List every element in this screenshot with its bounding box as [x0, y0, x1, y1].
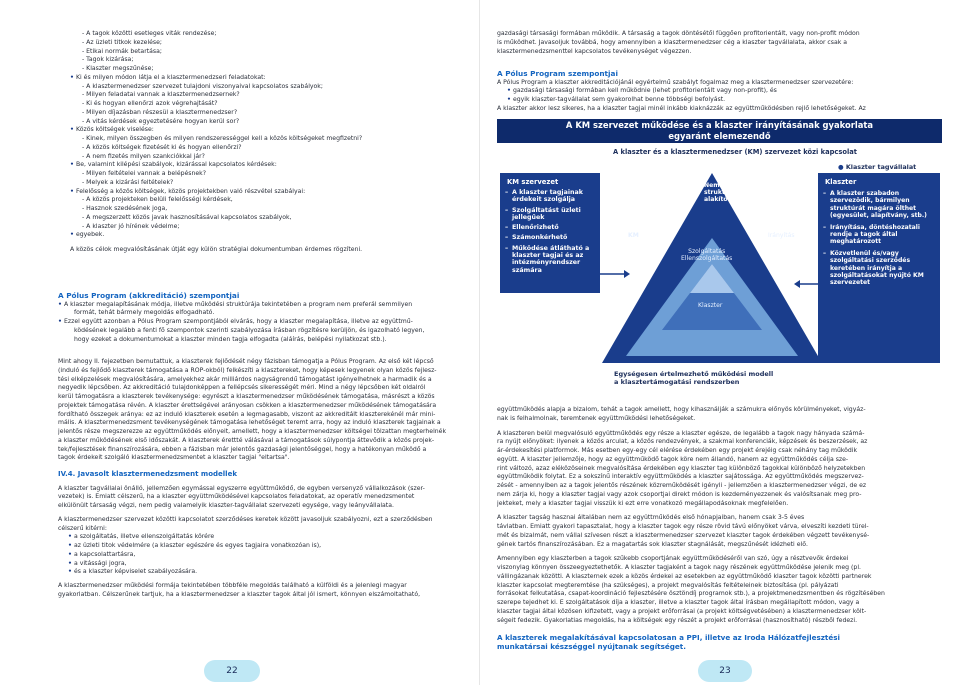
body-line: Mint ahogy II. fejezetben bemutattuk, a klaszterek fejlődését négy fázisban támogatja a Pólus Program. Az első két lépcső	[58, 358, 434, 365]
checklist-line: • Ki és milyen módon látja el a klasztermenedzseri feladatokat:	[70, 74, 460, 83]
checklist-line: - Milyen feltételei vannak a belépésnek?	[82, 170, 206, 177]
body-line: negyedik lépcsőben. Az akkreditáció tulajdonképpen a fellépcsés sikerességét méri. Mind a négy lépcsőben két oldalról	[58, 384, 426, 392]
checklist-line: • Közös költségek viselése:	[70, 126, 460, 135]
body-line: forrásokat felkutatása, csapat-koordináció fejlesztésére ösztöndíj programok stb.), a projektmenedzsmentben és rögzítésében	[497, 590, 885, 598]
body-line: tek/fejlesztések finanszírozására, ebben a fázisban már jelentős gazdasági jelentőséggel, hogy a hatékonyan működő a	[58, 445, 427, 453]
body-line: ár-érdekesítési platformok. Más esetben egy-egy cél elérése érdekében egy projekt érejéig csak néhány tag működik	[497, 447, 858, 454]
checklist-line: - Az üzleti titkok kezelése;	[82, 38, 162, 46]
final-heading	[497, 633, 942, 651]
right-intro-text	[497, 30, 942, 56]
body-line: A klaszter tagság hasznai általában nem az együttműködés első hónapjaiban, hanem csak 3-5 éves	[497, 514, 805, 522]
checklist-line: - A megszerzett közös javak hasznosításával kapcsolatos szabályok,	[82, 213, 292, 221]
checklist-line: - A közös költségek fizetését ki és hogyan ellenőrzi?	[82, 143, 242, 151]
body-line: is működhet. Javasoljuk továbbá, hogy amennyiben a klasztermenedzser cég a klaszter tagvállalata, akkor csak a	[497, 38, 848, 46]
km-property: – A klaszter tagjainak érdekeit szolgálja	[500, 189, 600, 204]
body-line: ra nyújt előnyöket: ilyenek a közös arculat, a közös rendezvények, a szakmai konferenciák, képzések és beszerzések, az	[497, 438, 868, 446]
page-number-left: 22	[204, 660, 260, 682]
cluster-member-text: Klaszter tagvállalat	[845, 163, 917, 171]
body-line: fordítható összegek aránya: ez az induló klaszterek esetén a legmagasabb, viszont az akkreditált klaszterekénél már mini-	[58, 410, 436, 418]
contract-bullet: • az üzleti titok védelmére (a klaszter egészére és egyes tagjaira vonatkozóan is),	[58, 542, 453, 551]
right-page	[480, 0, 959, 685]
cluster-property: – A klaszter szabadon szervezödik, bármilyen struktúrát magára ölthet (egyesület, alapítvány, stb.)	[818, 190, 940, 220]
body-line: együttműködés alapja a bizalom, tehát a tagok amellett, hogy kihasználják a számukra előnyös körülményeket, vigyáz-	[497, 406, 866, 413]
body-line: tagok érdekeit szolgáló klasztermenedzsmentet a klaszter tagjai "eltartsa".	[58, 454, 290, 462]
right-program-heading: A Pólus Program szempontjai	[497, 69, 618, 78]
final-heading-line-1: A klaszterek megalakításával kapcsolatosan a PPI, illetve az Iroda Hálózatfejlesztési	[497, 633, 840, 642]
left-governance-checklist	[70, 30, 460, 255]
body-line: a klaszter működésének első időszakát. A klaszterek érettté válásával a támogatások súlypontja áttevődik a közös projek-	[58, 436, 435, 444]
checklist-line: - A tagok közötti esetleges viták rendezése;	[82, 30, 217, 37]
left-main-text	[58, 358, 453, 600]
body-line: együttműködik folytat. Ez a sokszínű interaktív együttműködés a klaszter sajátossága. Az együttműködés megszervez-	[497, 473, 864, 481]
checklist-line: - Kinek, milyen összegben és milyen rendszerességgel kell a közös költségeket megfizetni?	[82, 135, 363, 142]
page-number-right: 23	[698, 660, 752, 682]
arrow-left-icon	[794, 280, 800, 288]
checklist-line: • Be, valamint kilépési szabályok, kizárással kapcsolatos kérdések:	[70, 161, 460, 170]
right-program-bullets	[497, 87, 942, 105]
self-forming-area-text: Nem meghatározott struktúrájú, önmagát alakító terület	[704, 182, 778, 204]
closing-line: A közös célok megvalósításának útját egy külön stratégiai dokumentumban érdemes rögzíteni.	[70, 246, 363, 253]
checklist-line: - A közös projekteken belüli felelősségi kérdések,	[82, 196, 233, 204]
body-line: szerepe tejedhet ki. E szolgáltatások díja a klaszter, illetve a klaszter tagok által írásban megállapított módon, vagy a	[497, 599, 860, 606]
checklist-line: - A klaszter jó hírének védelme;	[82, 222, 180, 230]
right-program-intro	[497, 79, 942, 114]
left-page	[0, 0, 479, 685]
body-line: A klaszteren belül megvalósuló együttműködés egy része a klaszter egésze, de legalább a tagok nagy hányada számá-	[497, 429, 865, 437]
checklist-line: - Hasznok szedésének joga,	[82, 205, 168, 212]
left-program-lines	[58, 301, 458, 345]
self-forming-area-label	[704, 182, 778, 204]
body-line: rint változó, azaz eléközöseinek megvalósítása érdekében egy klaszter tag különböző tagokkal különböző helyzetekben	[497, 464, 866, 472]
body-line: (induló és fejlődő klaszterek támogatása a ROP-okból) felkészíti a klasztereket, hogy képesek legyenek olyan közös fejlesz-	[58, 366, 437, 374]
checklist-line: - Milyen feladatai vannak a klasztermenedzsernek?	[82, 91, 240, 99]
checklist-line: - A vitás kérdések egyeztetésére hogyan kerül sor?	[82, 117, 240, 125]
program-line: • Ezzel együtt azonban a Pólus Program szempontjából elvárás, hogy a klaszter megalapítása, illetve az együttmű-	[58, 318, 458, 327]
program-line: ködésének legalább a fenti fő szempontok szerinti szabályozása írásban rögzítésre kerüljön, és igazolható legyen,	[74, 326, 425, 334]
left-body-3	[58, 516, 453, 577]
checklist-line: - A klasztermenedzser szervezet tulajdoni viszonyaival kapcsolatos szabályok;	[82, 82, 323, 90]
body-line: Amennyiben egy klaszterben a tagok szűkebb csoportjának együttműködéséről van szó, úgy a résztvevők érdekei	[497, 555, 849, 563]
km-property: – Ellenőrizhető	[500, 224, 600, 231]
body-line: célszerű kitérni:	[58, 524, 107, 532]
influence-area-label	[624, 182, 666, 204]
final-heading-line-2: munkatársai készséggel nyújtanak segítséget.	[497, 642, 686, 651]
body-line: klasztermenedzsmenttel kapcsolatos tevékenységet végezzen.	[497, 47, 692, 55]
checklist-line: - Tagok kizárása;	[82, 56, 134, 64]
cluster-box	[818, 173, 940, 363]
body-line: elkülönült társaság végzi, nem pedig valamelyik klaszter-tagvállalat szervezeti egysége, vagy leányvállalata.	[58, 502, 394, 509]
influence-area-text: Befolyásolni tudó terület	[624, 182, 667, 204]
body-line: jekteket, mely a klaszter tagjai visszük ki ezt erre vonatkozó megállapodásoknak megfelelően.	[497, 499, 789, 507]
program-bullet: • egyik klaszter-tagvállalat sem gyakorolhat benne többségi befolyást.	[497, 96, 942, 105]
governance-triangle-label: Irányítás	[768, 232, 795, 239]
body-line: tési elképzelések megvalósítására, amelyekhez akár milliárdos nagyságrendű támogatást igényelhetnek a harmadik és a	[58, 375, 432, 383]
body-line: együtt. A klaszter jellemzője, hogy az együttműködő tagok köre nem állandó, hanem az együttműködés célja sze-	[497, 455, 849, 463]
body-line: jelentős része megszerezze az együttműködés előnyeit, amellett, hogy a klasztermenedzser költségei tölzattan megterhelnék	[58, 428, 447, 435]
body-line: A klasztermenedzser szervezet közötti kapcsolatot szerződéses keretek között javasoljuk szabályozni, ezt a szerződésben	[58, 515, 433, 523]
program-line: • A klaszter megalapításának módja, illetve működési struktúrája tekintetében a program nem preferál semmilyen	[58, 301, 458, 310]
body-line: gyakorlatban. Célszerűnek tartjuk, ha a klasztermenedzser a klaszter tagok által jól ismert, könnyen elszámoltatható,	[58, 590, 421, 598]
banner-line-1: A KM szervezet működése és a klaszter irányításának gyakorlata	[565, 120, 874, 130]
body-line: mális. A klasztermenedzsment tevékenységének támogatása lehetőséget teremt arra, hogy az induló klaszterek tagjainak a	[58, 419, 441, 427]
left-body-4	[58, 582, 453, 600]
body-line: A klasztermenedzser működési formája tekintetében többféle megoldás található a külföldi és a jelenlegi magyar	[58, 582, 407, 589]
checklist-line: - Ki és hogyan ellenőrzi azok végrehajtását?	[82, 100, 218, 107]
left-body-1	[58, 358, 453, 463]
diagram-caption-text: Egységesen értelmezhető működési modell a klasztertámogatási rendszerben	[614, 370, 774, 387]
banner-line-2: egyaránt elemezendő	[668, 131, 771, 141]
body-line: mét és bizalmát, nem vállal szívesen részt a klasztermenedzser szervezet klaszter tagok érdekében végzett tevékenysé-	[497, 531, 870, 539]
body-line: klaszter kapcsolat megteremtése (ha szükséges), a projekt megvalósítás feltételeinek biztosítása (pl. pályázati	[497, 581, 839, 589]
program-after-line: A klaszter akkor lesz sikeres, ha a klaszter tagjai minél inkább kiaknázzák az együttműködésben rejlő lehetőségeket. Az	[497, 104, 866, 112]
checklist-line: - Etikai normák betartása;	[82, 47, 162, 55]
body-line: távlatban. Emiatt gyakori tapasztalat, hogy a klaszter tagok egy része rövid távú előnyöket várva, elveszíti kezdeti türel-	[497, 523, 869, 530]
program-line: formát, tehát bármely megoldás elfogadható.	[74, 309, 215, 317]
km-triangle-label: KM	[628, 232, 639, 239]
program-line: hogy ezeket a dokumentumokat a klaszter minden tagja elfogadta (aláírás, belépési nyilatkozat stb.).	[74, 335, 387, 343]
checklist-line: - Milyen díjazásban részesül a klasztermenedzser?	[82, 108, 238, 116]
cluster-properties-list	[818, 190, 940, 287]
section-heading: IV.4. Javasolt klasztermenedzsment modellek	[58, 470, 237, 478]
body-line: vállingázanak közötti. A klaszternek ezek a közös érdekei az esetekben az együttműködő klaszter tagok közötti partnerek	[497, 572, 872, 580]
member-dot-icon: ●	[838, 163, 844, 171]
body-line: viszonylag könnyen összeegyeztethetők. A klaszter tagjaként a tagok nagy részének együttműködése jelenik meg (pl.	[497, 564, 861, 571]
arrow-right-icon	[624, 270, 630, 278]
checklist-line: • Felelősség a közös költségek, közös projektekben való részvétel szabályai:	[70, 188, 460, 197]
program-bullet: • gazdasági társasági formában kell működnie (lehet profitorientált vagy non-profit), és	[497, 87, 942, 96]
left-program-box	[58, 291, 458, 344]
body-line: ségeit fedezik. Gyakorlatias megoldás, ha a költségek egy részét a projekt erőforrásai (hasznosítható) részből fedezi.	[497, 616, 858, 624]
diagram-caption	[614, 370, 773, 387]
body-line: projektek támogatása révén. A klaszter érettségével arányosan csökken a klasztermenedzser működésének támogatására	[58, 401, 437, 409]
body-line: zését - amennyiben az a tagok jelentős részének közreműködését igényli - jellemzően a klasztermenedzser végzi, de ez	[497, 482, 867, 489]
service-text: Szolgáltatás Ellenszolgáltatás	[681, 248, 733, 263]
km-property: – Működése átlátható a klaszter tagjai és az intézményrendszer számára	[500, 245, 600, 274]
km-box-heading: KM szervezet	[507, 178, 559, 186]
checklist-line: • egyebek.	[70, 231, 460, 240]
body-line: nem zárja ki, hogy a klaszter tagjai vagy azok csoportjai direkt módon is kezdeményezzenek és valósítsanak meg pro-	[497, 490, 862, 498]
checklist-line: - Klaszter megszűnése;	[82, 65, 154, 72]
right-program-box	[497, 69, 942, 114]
checklist-line: - Melyek a kizárási feltételek?	[82, 178, 174, 186]
analysis-banner	[497, 119, 942, 143]
body-line: gének tartós finanszírozásában. Ez a magatartás sok klaszter stagnálását, megszűnését idézheti elő.	[497, 540, 808, 548]
diagram-title: A klaszter és a klasztermenedzser (KM) szervezet közi kapcsolat	[613, 148, 857, 156]
contract-bullet: • a szolgáltatás, illetve ellenszolgáltatás körére	[58, 533, 453, 542]
left-program-heading: A Pólus Program (akkreditáció) szempontjai	[58, 291, 240, 300]
cluster-box-heading: Klaszter	[825, 178, 857, 186]
body-line: gazdasági társasági formában működik. A társaság a tagok döntésétől függően profitorientált, vagy non-profit módon	[497, 30, 860, 37]
checklist-line: - A nem fizetés milyen szankciókkal jár?	[82, 152, 205, 160]
km-property: – Számonkérhető	[500, 234, 600, 241]
km-property: – Szolgáltatást üzleti jellegűek	[500, 207, 600, 222]
service-label	[681, 248, 732, 262]
program-intro-line: A Pólus Program a klaszter akkreditációjánál egyértelmű szabályt fogalmaz meg a klasztermenedzser szervezetére:	[497, 78, 854, 86]
body-line: kerül támogatásra a klaszterek tevékenysége: egyrészt a klasztermenedzser működésének támogatása, másrészt a közös	[58, 393, 435, 400]
contract-bullet: • és a klaszter képviselet szabályozására.	[58, 568, 453, 577]
body-line: A klaszter tagvállalai önálló, jellemzően egymással egyszerre együttműködő, de egyben versenyző vállalkozások (szer-	[58, 484, 425, 492]
cluster-triangle-label: Klaszter	[698, 302, 723, 309]
right-main-text	[497, 406, 942, 625]
left-body-2	[58, 485, 453, 511]
body-line: klaszter tagjai által közösen kifizetett, vagy a projekt erőforrásai (a projekt költségvetésében) a klasztermenedzser költ-	[497, 607, 867, 615]
contract-bullet: • a vitássági jogra,	[58, 560, 453, 569]
body-line: vezetek) is. Emiatt célszerű, ha a klaszter együttműködésével kapcsolatos feladatokat, az operatív menedzsmentet	[58, 493, 415, 501]
km-cluster-relationship-diagram	[500, 148, 940, 390]
body-line: nak is felhalmolnak, teremtenek együttműködési lehetőségeket.	[497, 414, 696, 422]
cluster-property: – Irányítása, döntéshozatali rendje a tagok által meghatározott	[818, 224, 940, 246]
cluster-property: – Közvetlenül és/vagy szolgáltatási szerződés keretében irányítja a szolgáltatásokat nyújtó KM szervezetet	[818, 250, 940, 287]
contract-bullet: • a kapcsolattartásra,	[58, 551, 453, 560]
